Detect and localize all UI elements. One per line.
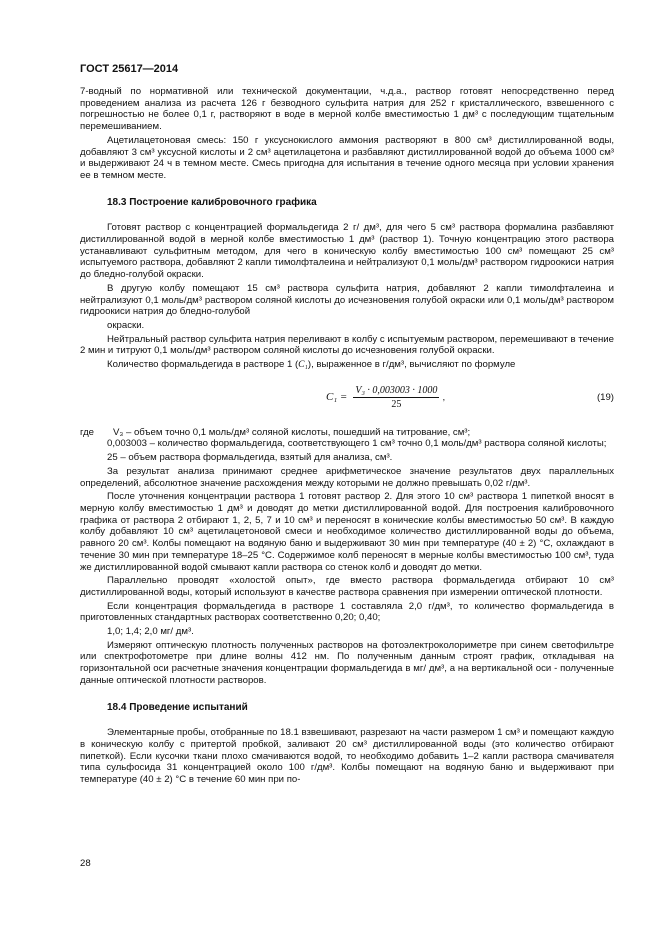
paragraph: Нейтральный раствор сульфита натрия переливают в колбу с испытуемым раствором, перемешивают в течение 2 мин и титруют 0,1 моль/дм³ раствором соляной кислоты до исчезновения голубой окраски. — [80, 333, 614, 357]
where-item-constant: 0,003003 – количество формальдегида, соответствующего 1 см³ точно 0,1 моль/дм³ раствора соляной кислоты; — [107, 438, 607, 450]
paragraph: окраски. — [107, 319, 145, 331]
paragraph: Измеряют оптическую плотность полученных растворов на фотоэлектроколориметре при синем светофильтре или спектрофотометре при длине волны 412 нм. По полученным данным строят график, откладывая на горизонтальной оси расчетные значения концентрации формальдегида в мг/ дм³, а на вертикальной оси - полученные данные оптической плотности растворов. — [80, 639, 614, 686]
where-item-v3: V₃ – объем точно 0,1 моль/дм³ соляной кислоты, пошедший на титрование, см³; — [113, 426, 471, 438]
paragraph: Элементарные пробы, отобранные по 18.1 взвешивают, разрезают на части размером 1 см³ и помещают каждую в коническую колбу с притертой пробкой, заливают 20 см³ дистиллированной воды (это количество отбирают пипеткой). Если кусочки ткани плохо смачиваются водой, то необходимо добавить 1–2 капли раствора смачивателя типа сульфосида 31 концентрацией около 100 г/дм³. Колбы помещают на водяную баню и выдерживают при температуре (40 ± 2) °С в течение 60 мин при по- — [80, 727, 614, 786]
where-item-volume: 25 – объем раствора формальдегида, взятый для анализа, см³. — [107, 452, 393, 464]
formula-lhs: C₁ = — [326, 390, 348, 403]
paragraph: Если концентрация формальдегида в растворе 1 составляла 2,0 г/дм³, то количество формальдегида в приготовленных стандартных растворах соответственно 0,20; 0,40; — [80, 600, 614, 624]
formula-numerator: V₃ · 0,003003 · 1000 — [353, 385, 439, 399]
section-heading-18-4: 18.4 Проведение испытаний — [107, 701, 248, 713]
formula-fraction — [353, 385, 439, 411]
paragraph — [80, 359, 614, 371]
formula-number: (19) — [596, 391, 614, 403]
paragraph: После уточнения концентрации раствора 1 готовят раствор 2. Для этого 10 см³ раствора 1 пипеткой вносят в мерную колбу вместимостью 1 дм³ и доводят до метки дистиллированной водой. Для построения калибровочного графика от раствора 2 отбирают 1, 2, 5, 7 и 10 см³ и переносят в конические колбы вместимостью 50 см³. В каждую колбу добавляют 10 см³ ацетилацетоновой смеси и необходимое количество дистиллированной воды до объема, равного 20 см³. Колбы помещают на водяную баню и выдерживают 30 мин при температуре (40 ± 2) °С, охлаждают в течение 30 мин при температуре 18–25 °С. Содержимое колб переносят в мерные колбы вместимостью 100 см³, туда же дистиллированной водой смывают капли раствора со стенок колб и доводят до метки. — [80, 491, 614, 573]
paragraph: За результат анализа принимают среднее арифметическое значение результатов двух параллельных определений, абсолютное значение расхождения между которыми не должно превышать 0,02 г/дм³. — [80, 465, 614, 489]
formula-denominator: 25 — [391, 399, 402, 411]
paragraph: 1,0; 1,4; 2,0 мг/ дм³. — [107, 626, 194, 638]
paragraph: Готовят раствор с концентрацией формальдегида 2 г/ дм³, для чего 5 см³ раствора формалина разбавляют дистиллированной водой в мерной колбе вместимостью 1 дм³ (раствор 1). Точную концентрацию этого раствора устанавливают сульфитным методом, для чего в коническую колбу вместимостью 100 см³ помещают 25 см³ испытуемого раствора, добавляют 2 капли тимолфталеина и нейтрализуют 0,1 моль/дм³ раствором гидроокиси натрия до бледно-голубой окраски. — [80, 222, 614, 281]
where-line — [80, 427, 614, 439]
formula-intro-rest: ), выраженное в г/дм³, вычисляют по формуле — [307, 359, 516, 371]
standard-header: ГОСТ 25617—2014 — [80, 63, 179, 75]
paragraph: 7-водный по нормативной или технической документации, ч.д.а., раствор готовят непосредственно перед проведением анализа из расчета 126 г безводного сульфита натрия для 252 г кристаллического, взвешенного с погрешностью не более 0,1 г, растворяют в воде в мерной колбе вместимостью 1 дм³ с последующим тщательным перемешиванием. — [80, 86, 614, 133]
page-number: 28 — [80, 858, 91, 869]
paragraph: Ацетилацетоновая смесь: 150 г уксуснокислого аммония растворяют в 800 см³ дистиллированной воды, добавляют 3 см³ уксусной кислоты и 2 см³ ацетилацетона и разбавляют дистиллированной водой до объема 1000 см³ и выдерживают 24 ч в темном месте. Смесь пригодна для испытания в течение одного месяца при условии хранения ее в темном месте. — [80, 134, 614, 181]
formula-symbol: C₁ — [298, 359, 308, 371]
document-body — [80, 86, 614, 788]
where-word: где — [80, 426, 95, 438]
paragraph: В другую колбу помещают 15 см³ раствора сульфита натрия, добавляют 2 капли тимолфталеина и нейтрализуют 0,1 моль/дм³ раствором соляной кислоты до исчезновения голубой окраски или 0,1 моль/дм³ раствором гидроокиси натрия до бледно-голубой — [80, 282, 614, 318]
formula-intro: Количество формальдегида в растворе 1 ( — [107, 359, 299, 371]
formula-tail: , — [442, 391, 446, 403]
paragraph: Параллельно проводят «холостой опыт», где вместо раствора формальдегида отбирают 10 см³ дистиллированной воды, который используют в качестве раствора сравнения при измерении оптической плотности. — [80, 575, 614, 598]
formula-19 — [80, 377, 614, 419]
section-heading-18-3: 18.3 Построение калибровочного графика — [107, 196, 317, 208]
